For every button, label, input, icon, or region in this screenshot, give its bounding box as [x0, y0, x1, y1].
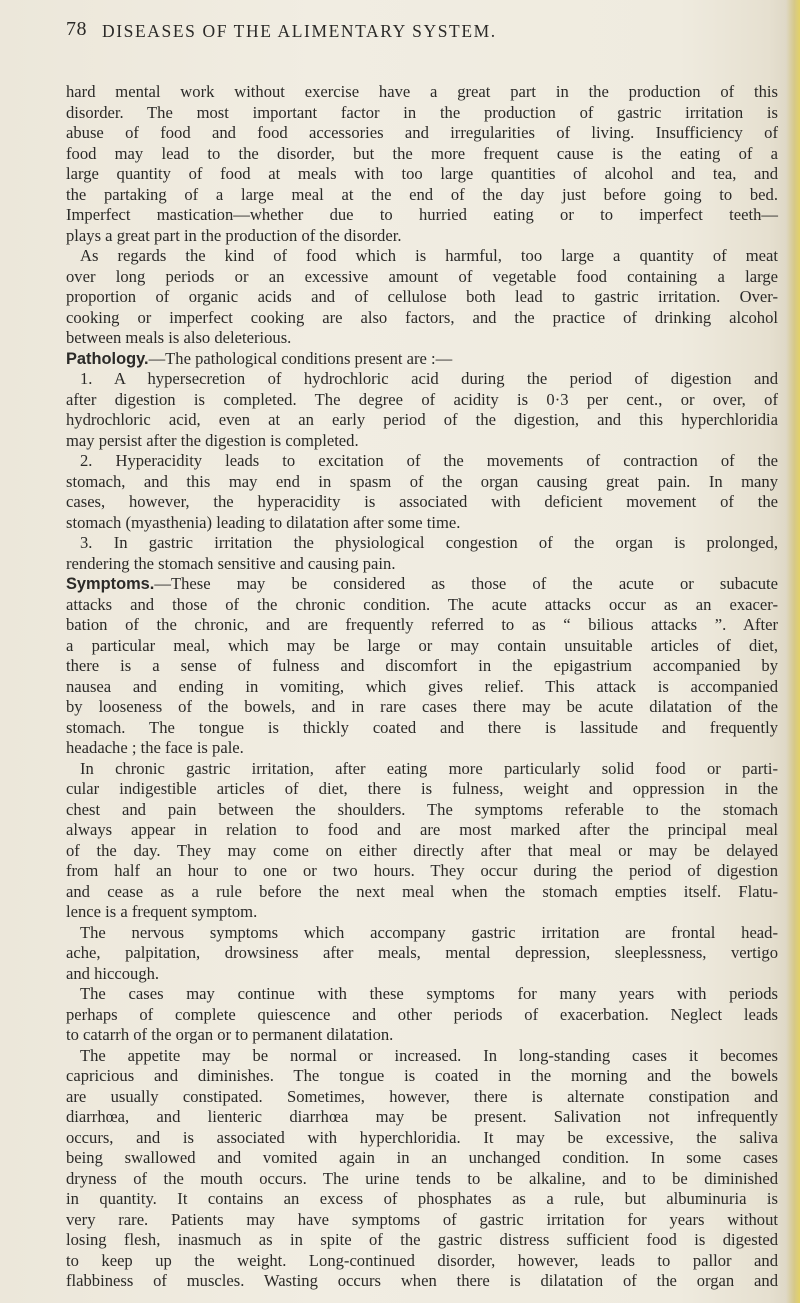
text-line	[66, 656, 778, 677]
text-line	[66, 882, 778, 903]
text-line	[66, 369, 778, 390]
line-text: headache ; the face is pale.	[66, 738, 244, 757]
text-line	[66, 615, 778, 636]
line-text: over long periods or an excessive amount of vegetable food containing a large	[66, 266, 778, 286]
text-line	[66, 451, 778, 472]
text-line	[66, 779, 778, 800]
text-line	[66, 738, 778, 759]
text-line	[66, 1148, 778, 1169]
text-line	[66, 185, 778, 206]
page-number: 78	[66, 18, 87, 40]
line-text: hard mental work without exercise have a great part in the production of this	[66, 82, 778, 101]
line-text: abuse of food and food accessories and irregularities of living. Insufficiency of	[66, 123, 778, 142]
line-text: bation of the chronic, and are frequently referred to as “ bilious attacks ”. After	[66, 615, 778, 634]
line-text: 1. A hypersecretion of hydrochloric acid during the period of digestion and	[80, 369, 778, 388]
line-text: very rare. Patients may have symptoms of gastric irritation for years without	[66, 1209, 778, 1229]
line-text: stomach, and this may end in spasm of the organ causing great pain. In many	[66, 471, 778, 491]
text-line	[66, 144, 778, 165]
line-text: chest and pain between the shoulders. The symptoms referable to the stomach	[66, 799, 778, 819]
line-text: to keep up the weight. Long-continued disorder, however, leads to pallor and	[66, 1250, 778, 1270]
line-text: large quantity of food at meals with too large quantities of alcohol and tea, and	[66, 164, 778, 183]
text-line	[66, 205, 778, 226]
text-line	[66, 1169, 778, 1190]
text-line	[66, 759, 778, 780]
text-line	[66, 902, 778, 923]
text-line	[66, 410, 778, 431]
line-text: stomach (myasthenia) leading to dilatation after some time.	[66, 512, 461, 532]
text-line	[66, 820, 778, 841]
line-text: lence is a frequent symptom.	[66, 902, 258, 921]
line-text: from half an hour to one or two hours. They occur during the period of digestion	[66, 861, 778, 880]
text-line	[66, 1025, 778, 1046]
line-text: cooking or imperfect cooking are also factors, and the practice of drinking alcohol	[66, 307, 778, 327]
page-header	[66, 18, 766, 48]
text-line	[66, 431, 778, 452]
line-text: perhaps of complete quiescence and other periods of exacerbation. Neglect leads	[66, 1004, 778, 1024]
line-text: plays a great part in the production of the disorder.	[66, 225, 402, 245]
line-text: The nervous symptoms which accompany gastric irritation are frontal head-	[80, 922, 778, 942]
line-text: losing flesh, inasmuch as in spite of the gastric distress sufficient food is digested	[66, 1230, 778, 1249]
page-edge	[786, 0, 800, 1303]
line-text: As regards the kind of food which is harmful, too large a quantity of meat	[80, 246, 778, 265]
text-line	[66, 800, 778, 821]
text-line	[66, 964, 778, 985]
line-text: —These may be considered as those of the acute or subacute	[154, 574, 778, 593]
line-text: to catarrh of the organ or to permanent dilatation.	[66, 1025, 394, 1044]
text-line	[66, 1046, 778, 1067]
text-line	[66, 246, 778, 267]
line-text: cases, however, the hyperacidity is associated with deficient movement of the	[66, 492, 778, 511]
text-line	[66, 267, 778, 288]
text-line	[66, 1005, 778, 1026]
text-line	[66, 861, 778, 882]
text-line	[66, 123, 778, 144]
line-text: food may lead to the disorder, but the more frequent cause is the eating of a	[66, 143, 778, 163]
line-text: hydrochloric acid, even at an early period of the digestion, and this hyperchloridia	[66, 410, 778, 429]
text-line	[66, 677, 778, 698]
line-text: proportion of organic acids and of cellulose both lead to gastric irritation. Over-	[66, 287, 778, 306]
text-line	[66, 595, 778, 616]
line-text: capricious and diminishes. The tongue is coated in the morning and the bowels	[66, 1066, 778, 1085]
text-line	[66, 1189, 778, 1210]
text-line	[66, 492, 778, 513]
line-text: of the day. They may come on either directly after that meal or may be delayed	[66, 840, 778, 860]
text-line	[66, 1271, 778, 1292]
line-text: —The pathological conditions present are :—	[148, 348, 453, 368]
line-text: ache, palpitation, drowsiness after meals, mental depression, sleeplessness, vertigo	[66, 943, 778, 962]
text-line	[66, 472, 778, 493]
text-line	[66, 308, 778, 329]
text-line	[66, 513, 778, 534]
line-text: a particular meal, which may be large or may contain unsuitable articles of diet,	[66, 635, 778, 655]
text-line	[66, 1251, 778, 1272]
line-text: The cases may continue with these symptoms for many years with periods	[80, 984, 778, 1003]
line-text: by looseness of the bowels, and in rare cases there may be acute dilatation of the	[66, 697, 778, 716]
text-line	[66, 923, 778, 944]
line-text: 3. In gastric irritation the physiological congestion of the organ is prolonged,	[80, 533, 778, 552]
section-heading: Symptoms.	[66, 575, 155, 593]
line-text: diarrhœa, and lienteric diarrhœa may be present. Salivation not infrequently	[66, 1107, 778, 1126]
text-line	[66, 103, 778, 124]
text-line	[66, 554, 778, 575]
text-line	[66, 1230, 778, 1251]
line-text: Imperfect mastication—whether due to hurried eating or to imperfect teeth—	[66, 205, 778, 224]
line-text: may persist after the digestion is completed.	[66, 430, 359, 450]
line-text: there is a sense of fulness and discomfort in the epigastrium accompanied by	[66, 656, 778, 675]
line-text: being swallowed and vomited again in an unchanged condition. In some cases	[66, 1148, 778, 1167]
line-text: cular indigestible articles of diet, there is fulness, weight and oppression in the	[66, 779, 778, 798]
line-text: stomach. The tongue is thickly coated and there is lassitude and frequently	[66, 717, 778, 737]
text-line	[66, 984, 778, 1005]
line-text: The appetite may be normal or increased. In long-standing cases it becomes	[80, 1045, 778, 1065]
line-text: flabbiness of muscles. Wasting occurs when there is dilatation of the organ and	[66, 1271, 778, 1290]
text-line	[66, 718, 778, 739]
line-text: disorder. The most important factor in the production of gastric irritation is	[66, 102, 778, 122]
line-text: the partaking of a large meal at the end of the day just before going to bed.	[66, 184, 778, 204]
line-text: 2. Hyperacidity leads to excitation of the movements of contraction of the	[80, 451, 778, 470]
line-text: always appear in relation to food and are most marked after the principal meal	[66, 820, 778, 839]
text-line	[66, 1107, 778, 1128]
line-text: after digestion is completed. The degree of acidity is 0·3 per cent., or over, of	[66, 389, 778, 409]
text-line	[66, 1210, 778, 1231]
text-line	[66, 533, 778, 554]
body-text	[66, 82, 778, 1292]
text-line	[66, 1087, 778, 1108]
text-line	[66, 390, 778, 411]
text-line	[66, 349, 778, 370]
text-line	[66, 287, 778, 308]
text-line	[66, 574, 778, 595]
text-line	[66, 1066, 778, 1087]
text-line	[66, 164, 778, 185]
line-text: in quantity. It contains an excess of phosphates as a rule, but albuminuria is	[66, 1189, 778, 1208]
text-line	[66, 82, 778, 103]
text-line	[66, 841, 778, 862]
line-text: occurs, and is associated with hyperchloridia. It may be excessive, the saliva	[66, 1127, 778, 1147]
section-heading: Pathology.	[66, 349, 149, 368]
line-text: dryness of the mouth occurs. The urine tends to be alkaline, and to be diminished	[66, 1168, 778, 1188]
line-text: rendering the stomach sensitive and causing pain.	[66, 553, 396, 573]
text-line	[66, 226, 778, 247]
line-text: are usually constipated. Sometimes, however, there is alternate constipation and	[66, 1086, 778, 1106]
line-text: In chronic gastric irritation, after eating more particularly solid food or parti-	[80, 758, 778, 778]
line-text: attacks and those of the chronic condition. The acute attacks occur as an exacer-	[66, 594, 778, 614]
line-text: nausea and ending in vomiting, which gives relief. This attack is accompanied	[66, 676, 778, 696]
line-text: and cease as a rule before the next meal when the stomach empties itself. Flatu-	[66, 881, 778, 901]
line-text: and hiccough.	[66, 963, 160, 983]
text-line	[66, 1128, 778, 1149]
text-line	[66, 697, 778, 718]
text-line	[66, 636, 778, 657]
text-line	[66, 328, 778, 349]
text-line	[66, 943, 778, 964]
line-text: between meals is also deleterious.	[66, 328, 292, 347]
running-head: DISEASES OF THE ALIMENTARY SYSTEM.	[102, 21, 497, 41]
